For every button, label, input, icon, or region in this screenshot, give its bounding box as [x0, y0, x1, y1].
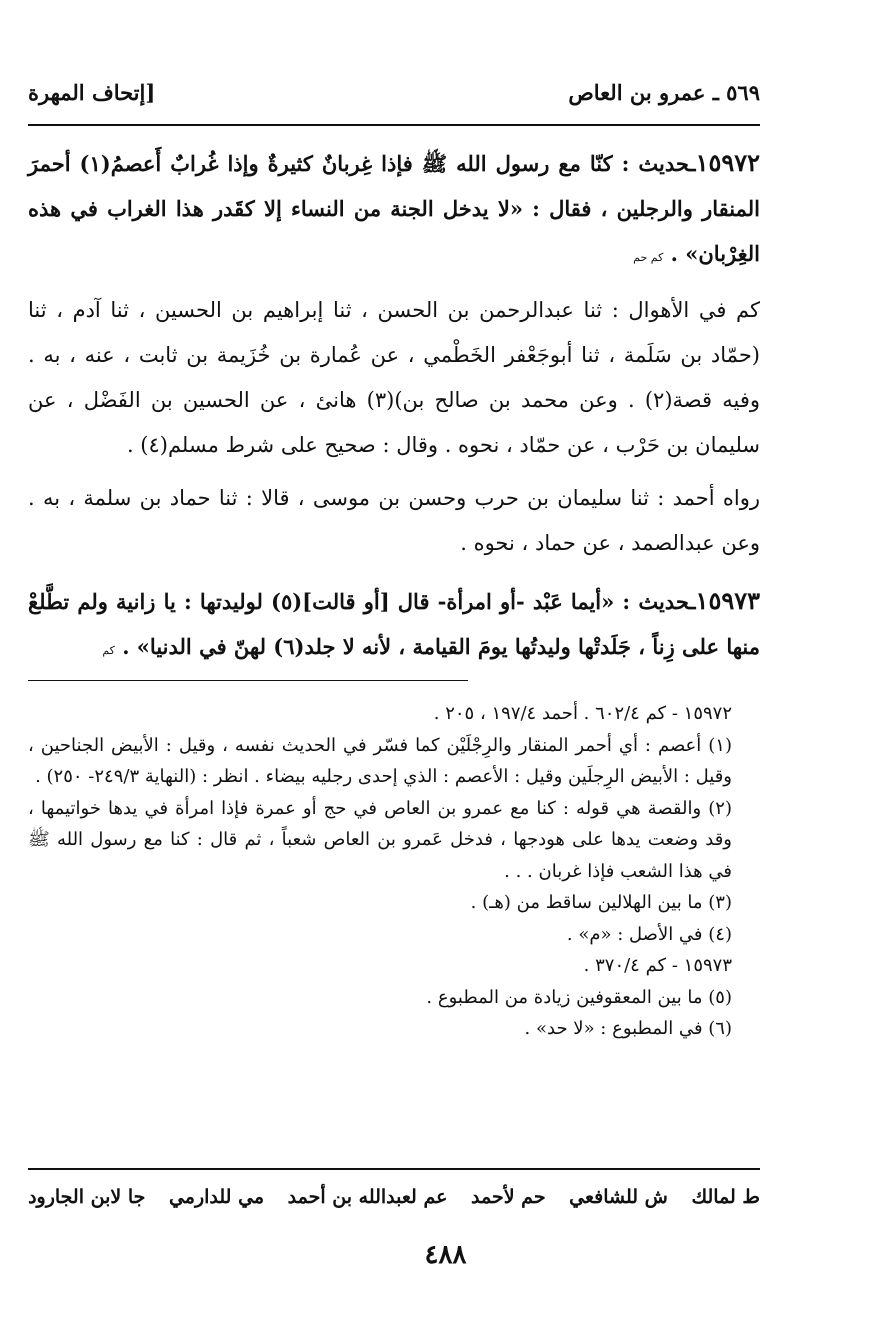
footnotes	[28, 698, 760, 1045]
footnote-4: (٤) في الأصل : «م» .	[566, 923, 732, 945]
footnote-2: (٢) والقصة هي قوله : كنا مع عمرو بن العاص في حج أو عمرة فإذا امرأة في يدها خواتيمها ، وقد وضعت يدها على هودجها ، فدخل عَمرو بن العاص شعباً ، ثم قال : كنا مع رسول الله ﷺ في هذا الشعب فإذا غربان . . .	[28, 797, 732, 882]
hadith-number: ١٥٩٧٢	[695, 148, 761, 177]
footnote-source: ١٥٩٧٣ - كم ٣٧٠/٤ .	[583, 955, 732, 976]
footnote-source: ١٥٩٧٢ - كم ٦٠٢/٤ . أحمد ١٩٧/٤ ، ٢٠٥ .	[433, 703, 732, 724]
sigla-item: ش للشافعي	[569, 1186, 668, 1208]
ahmad-paragraph: رواه أحمد : ثنا سليمان بن حرب وحسن بن موسى ، قالا : ثنا حماد بن سلمة ، به . وعن عبدالصمد ، عن حماد ، نحوه .	[28, 486, 760, 555]
footnote-6: (٦) في المطبوع : «لا حد» .	[524, 1018, 732, 1039]
footnote-divider	[28, 680, 468, 681]
main-text	[28, 140, 760, 673]
footnote-3: (٣) ما بين الهلالين ساقط من (هـ) .	[470, 892, 732, 913]
sigla-item: مي للدارمي	[168, 1186, 265, 1208]
sigla-item: جا لابن الجارود	[28, 1186, 146, 1208]
hadith-text: ـحديث : «أيما عَبْد -أو امرأة- قال [أو قالت](٥) لوليدتها : يا زانية ولم تطَّلعْ منها على زِناً ، جَلَدتْها وليدتُها يومَ القيامة ، لأنه لا جلد(٦) لهنّ في الدنيا» .	[28, 589, 760, 659]
footnote-5: (٥) ما بين المعقوفين زيادة من المطبوع .	[426, 986, 732, 1008]
page-number: ٤٨٨	[424, 1240, 467, 1270]
hadith-sigla: كم	[102, 644, 115, 657]
sigla-legend	[28, 1186, 760, 1208]
header-divider	[28, 124, 760, 126]
hadith-15972	[28, 140, 760, 280]
hadith-15973	[28, 578, 760, 673]
hadith-sigla: كم حم	[633, 251, 664, 264]
footnote-1: (١) أعصم : أي أحمر المنقار والرِجْلَيْن كما فسّر في الحديث نفسه ، وقيل : الأبيض الجناحين ، وقيل : الأبيض الرِجلَين وقيل : الأعصم : الذي إحدى رجليه بيضاء . انظر : (النهاية ٢٤٩/٣- ٢٥٠) .	[28, 734, 732, 787]
isnad-paragraph: كم في الأهوال : ثنا عبدالرحمن بن الحسن ، ثنا إبراهيم بن الحسين ، ثنا آدم ، ثنا (حمّاد بن سَلَمة ، ثنا أبوجَعْفر الخَطْمي ، عن عُمارة بن خُزَيمة بن ثابت ، عنه ، به . وفيه قصة(٢) . وعن محمد بن صالح بن)(٣) هانئ ، عن الحسين بن الفَضْل ، عن سليمان بن حَرْب ، عن حمّاد ، نحوه . وقال : صحيح على شرط مسلم(٤) .	[28, 298, 761, 457]
hadith-number: ١٥٩٧٣	[695, 586, 760, 615]
header-chapter-title: ٥٦٩ ـ عمرو بن العاص	[568, 80, 760, 105]
sigla-item: عم لعبدالله بن أحمد	[287, 1186, 448, 1208]
legend-divider	[28, 1168, 760, 1170]
sigla-item: حم لأحمد	[471, 1186, 546, 1208]
header-book-title: [إتحاف المهرة	[28, 80, 156, 105]
sigla-item: ط لمالك	[691, 1186, 760, 1208]
hadith-text: ـحديث : كنّا مع رسول الله ﷺ فإذا غِربانٌ كثيرةٌ وإذا غُرابٌ أَعصمُ(١) أحمرَ المنقار والرجلين ، فقال : «لا يدخل الجنة من النساء إلا كقَدر هذا الغراب في هذه الغِرْبان» .	[28, 151, 760, 266]
running-header	[28, 72, 760, 112]
